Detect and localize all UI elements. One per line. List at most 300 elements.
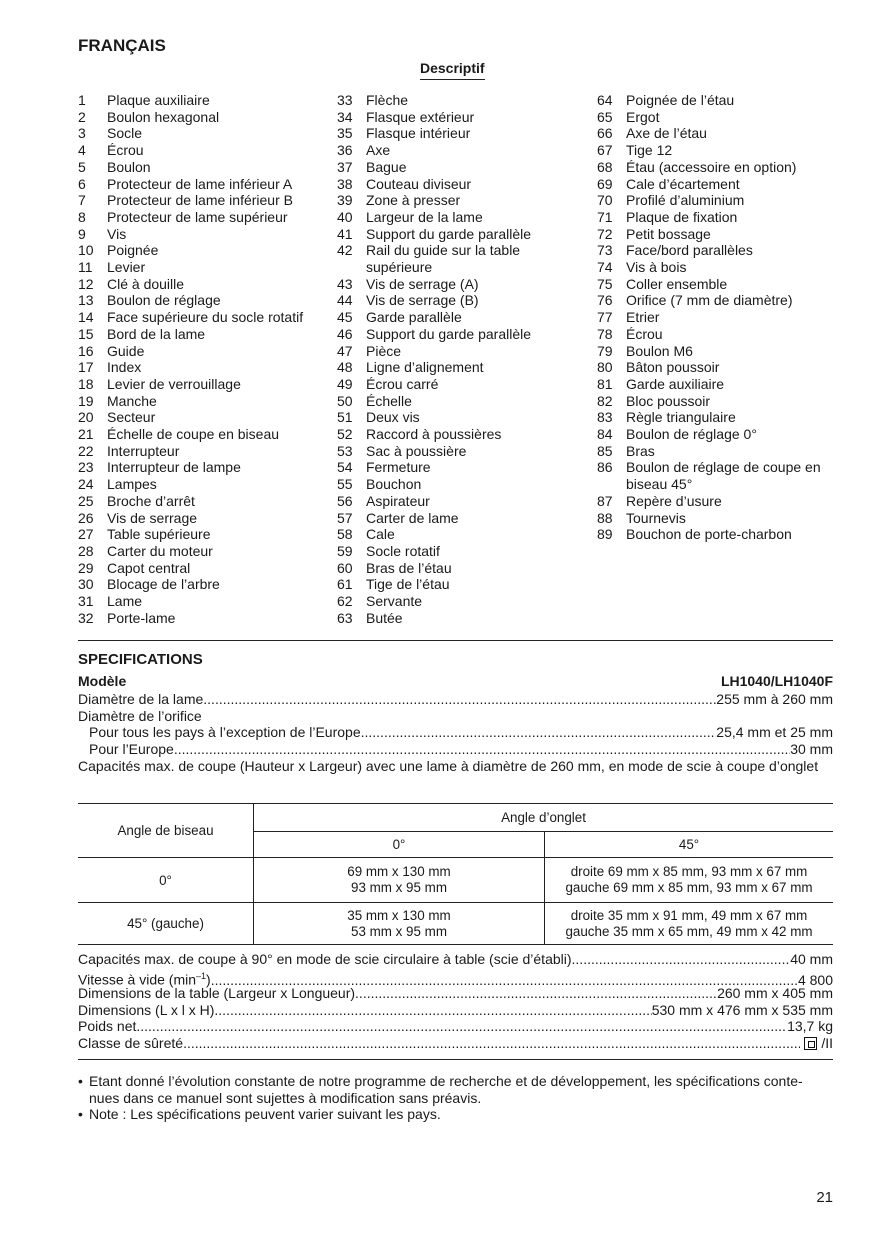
spec-value: 255 mm à 260 mm: [716, 691, 833, 707]
part-item: [337, 443, 587, 460]
part-item: [597, 343, 842, 360]
part-number: 19: [78, 392, 94, 409]
part-number: 10: [78, 242, 94, 259]
part-number: 57: [337, 509, 353, 526]
part-item: [597, 526, 842, 543]
cell-line: 35 mm x 130 mm: [347, 907, 451, 923]
part-label: Profilé d’aluminium: [626, 192, 745, 209]
part-label: Vis de serrage (A): [366, 275, 479, 292]
part-number: 67: [597, 142, 613, 159]
part-label: Carter du moteur: [107, 542, 213, 559]
part-number: 50: [337, 392, 353, 409]
spec-value: 25,4 mm et 25 mm: [716, 724, 833, 740]
part-number: 20: [78, 409, 94, 426]
part-label: Tournevis: [626, 509, 686, 526]
part-item: [337, 309, 587, 326]
table-row: [78, 903, 833, 945]
part-number: 24: [78, 476, 94, 493]
part-item: [78, 459, 328, 476]
part-label: Face supérieure du socle rotatif: [107, 309, 304, 326]
part-label: Couteau diviseur: [366, 175, 472, 192]
part-label: Protecteur de lame inférieur B: [107, 192, 293, 209]
part-label: Tige 12: [626, 142, 673, 159]
part-number: 27: [78, 526, 94, 543]
part-label: Axe: [366, 142, 391, 159]
part-label: Petit bossage: [626, 225, 711, 242]
spec-label: Dimensions de la table (Largeur x Longueur): [78, 985, 356, 1001]
part-number: 81: [597, 375, 613, 392]
divider: [78, 640, 833, 641]
part-number: 58: [337, 526, 353, 543]
spec-label: Diamètre de la lame: [78, 691, 204, 707]
part-label: Vis de serrage: [107, 509, 198, 526]
cell-line: droite 35 mm x 91 mm, 49 mm x 67 mm: [570, 907, 808, 923]
part-label: Ergot: [626, 108, 660, 125]
part-label: Bouchon de porte-charbon: [626, 526, 792, 543]
part-label: Table supérieure: [107, 526, 211, 543]
part-label: Garde auxiliaire: [626, 375, 725, 392]
part-label: Lampes: [107, 476, 157, 493]
part-item: [78, 309, 328, 326]
part-number: 1: [78, 92, 86, 108]
part-label-continued: supérieure: [366, 259, 433, 276]
part-item: [597, 209, 842, 226]
part-number: 33: [337, 92, 353, 108]
part-number: 79: [597, 342, 613, 359]
part-item: [597, 259, 842, 276]
part-label: Interrupteur: [107, 442, 180, 459]
part-label: Poignée de l’étau: [626, 92, 735, 108]
note-item: • Etant donné l’évolution constante de notre programme de recherche et de développement, les spécifications conte- nues dans ce manuel sont sujettes à modification sans préavis.: [78, 1073, 803, 1106]
cell-line: gauche 69 mm x 85 mm, 93 mm x 67 mm: [565, 880, 813, 895]
part-item: [337, 493, 587, 510]
spec-value: 260 mm x 405 mm: [717, 985, 833, 1001]
part-number: 52: [337, 426, 353, 443]
part-item: [597, 376, 842, 393]
model-label: Modèle: [78, 673, 127, 689]
part-item: [337, 109, 587, 126]
part-label: Socle rotatif: [366, 542, 440, 559]
part-item: [78, 209, 328, 226]
part-label-continued: biseau 45°: [626, 476, 693, 493]
part-number: 40: [337, 208, 353, 225]
part-number: 28: [78, 542, 94, 559]
speed-label: Vitesse à vide (min: [78, 971, 197, 988]
part-label: Rail du guide sur la table: [366, 242, 521, 259]
part-number: 44: [337, 292, 353, 309]
part-label: Bouchon: [366, 476, 422, 493]
part-item: [597, 159, 842, 176]
part-number: 73: [597, 242, 613, 259]
cut-0-cell: [254, 903, 545, 945]
part-label: Capot central: [107, 559, 191, 576]
note-line: Etant donné l’évolution constante de notre programme de recherche et de développement, les spécifications conte-: [89, 1073, 803, 1089]
part-item: [78, 376, 328, 393]
table-row: [78, 858, 833, 903]
part-item: [78, 359, 328, 376]
part-item: [597, 309, 842, 326]
part-number: 66: [597, 125, 613, 142]
part-number: 6: [78, 175, 86, 192]
part-label: Garde parallèle: [366, 309, 462, 326]
part-item: [337, 209, 587, 226]
part-item: [337, 142, 587, 159]
part-number: 55: [337, 476, 353, 493]
part-item-continuation: [597, 476, 842, 493]
part-number: 23: [78, 459, 94, 476]
spec-table-dimensions: [78, 985, 833, 1002]
spec-blade-diameter: [78, 691, 833, 708]
part-label: Ligne d’alignement: [366, 359, 484, 376]
bevel-cell: 45° (gauche): [78, 903, 254, 945]
part-label: Échelle: [366, 392, 412, 409]
part-number: 37: [337, 158, 353, 175]
part-number: 54: [337, 459, 353, 476]
part-item: [337, 226, 587, 243]
part-item: [597, 292, 842, 309]
part-item: [78, 443, 328, 460]
part-number: 82: [597, 392, 613, 409]
part-label: Guide: [107, 342, 145, 359]
part-number: 11: [78, 259, 93, 276]
part-label: Plaque auxiliaire: [107, 92, 210, 108]
part-item: [337, 426, 587, 443]
part-label: Protecteur de lame supérieur: [107, 208, 288, 225]
note-line: nues dans ce manuel sont sujettes à modification sans préavis.: [89, 1089, 482, 1106]
part-number: 46: [337, 325, 353, 342]
part-label: Aspirateur: [366, 492, 430, 509]
part-number: 59: [337, 542, 353, 559]
part-item: [597, 125, 842, 142]
note-text: [89, 1073, 803, 1106]
part-item: [78, 593, 328, 610]
part-item: [337, 560, 587, 577]
part-number: 35: [337, 125, 353, 142]
part-label: Bord de la lame: [107, 325, 206, 342]
part-number: 8: [78, 208, 86, 225]
part-number: 22: [78, 442, 94, 459]
part-item: [78, 493, 328, 510]
part-item: [337, 409, 587, 426]
part-label: Boulon de réglage: [107, 292, 221, 309]
part-number: 60: [337, 559, 353, 576]
spec-value: 40 mm: [790, 951, 833, 967]
part-number: 74: [597, 259, 613, 276]
divider: [78, 1059, 833, 1060]
spec-bore-europe: [89, 741, 833, 758]
bevel-angle-header: Angle de biseau: [78, 804, 254, 858]
spec-value: 13,7 kg: [787, 1018, 833, 1034]
part-item: [78, 276, 328, 293]
miter-angle-header: Angle d’onglet: [254, 804, 834, 832]
part-label: Sac à poussière: [366, 442, 467, 459]
part-item: [78, 159, 328, 176]
part-item: [337, 343, 587, 360]
spec-safety-class: [78, 1035, 833, 1052]
cut-45-cell: [545, 903, 834, 945]
spec-label: Capacités max. de coupe à 90° en mode de scie circulaire à table (scie d’établi): [78, 951, 572, 967]
spec-value: 30 mm: [790, 741, 833, 757]
part-label: Boulon: [107, 158, 151, 175]
part-item: [337, 393, 587, 410]
part-item: [597, 276, 842, 293]
part-label: Socle: [107, 125, 143, 142]
part-number: 18: [78, 375, 94, 392]
part-label: Porte-lame: [107, 609, 176, 626]
part-item: [78, 109, 328, 126]
parts-list-col1: [78, 92, 328, 627]
part-label: Manche: [107, 392, 157, 409]
part-item: [78, 543, 328, 560]
part-item-continuation: [337, 259, 587, 276]
part-label: Support du garde parallèle: [366, 325, 532, 342]
part-number: 29: [78, 559, 94, 576]
part-label: Butée: [366, 609, 403, 626]
part-label: Raccord à poussières: [366, 426, 502, 443]
part-number: 64: [597, 92, 613, 108]
part-label: Tige de l’étau: [366, 576, 450, 593]
spec-label: Pour l’Europe: [89, 741, 174, 757]
spec-bore-non-europe: [89, 724, 833, 741]
part-label: Deux vis: [366, 409, 420, 426]
part-label: Échelle de coupe en biseau: [107, 426, 280, 443]
part-item: [337, 510, 587, 527]
part-number: 49: [337, 375, 353, 392]
part-number: 47: [337, 342, 353, 359]
part-item: [597, 359, 842, 376]
cell-line: droite 69 mm x 85 mm, 93 mm x 67 mm: [570, 864, 808, 879]
part-label: Pièce: [366, 342, 402, 359]
part-item: [337, 176, 587, 193]
part-label: Etrier: [626, 309, 660, 326]
part-item: [337, 359, 587, 376]
part-item: [78, 560, 328, 577]
cell-line: 69 mm x 130 mm: [347, 864, 451, 879]
bevel-cell: 0°: [78, 858, 254, 903]
part-label: Fermeture: [366, 459, 431, 476]
part-item: [78, 92, 328, 109]
part-number: 41: [337, 225, 353, 242]
part-item: [597, 242, 842, 259]
part-number: 42: [337, 242, 353, 259]
part-label: Levier: [107, 259, 146, 276]
part-label: Flasque extérieur: [366, 108, 475, 125]
part-item: [78, 192, 328, 209]
part-item: [597, 226, 842, 243]
part-item: [78, 526, 328, 543]
cell-line: gauche 35 mm x 65 mm, 49 mm x 42 mm: [565, 923, 813, 939]
part-item: [337, 459, 587, 476]
model-value: LH1040/LH1040F: [720, 673, 833, 689]
part-item: [78, 142, 328, 159]
spec-table-saw-capacity: [78, 951, 833, 968]
spec-value: 4 800: [797, 971, 833, 988]
part-number: 45: [337, 309, 353, 326]
part-number: 89: [597, 526, 613, 543]
section-title: FRANÇAIS: [78, 36, 166, 55]
part-item: [597, 92, 842, 109]
spec-value: [800, 1035, 833, 1052]
part-number: 53: [337, 442, 353, 459]
part-label: Index: [107, 359, 142, 376]
part-number: 31: [78, 593, 94, 610]
part-number: 15: [78, 325, 94, 342]
part-item: [337, 576, 587, 593]
part-number: 4: [78, 142, 86, 159]
part-number: 56: [337, 492, 353, 509]
part-number: 80: [597, 359, 613, 376]
spec-label: Poids net: [78, 1018, 137, 1034]
part-item: [597, 459, 842, 476]
model-row: [78, 673, 833, 689]
part-label: Servante: [366, 593, 423, 610]
part-number: 25: [78, 492, 94, 509]
part-number: 48: [337, 359, 353, 376]
part-number: 72: [597, 225, 613, 242]
part-label: Lame: [107, 593, 143, 610]
part-item: [597, 109, 842, 126]
part-item: [337, 610, 587, 627]
part-number: 86: [597, 459, 613, 476]
part-number: 38: [337, 175, 353, 192]
part-number: 63: [337, 609, 353, 626]
part-number: 62: [337, 593, 353, 610]
part-item: [337, 242, 587, 259]
part-number: 2: [78, 108, 86, 125]
part-item: [337, 376, 587, 393]
part-label: Cale d’écartement: [626, 175, 740, 192]
part-label: Bras de l’étau: [366, 559, 452, 576]
spec-value: 530 mm x 476 mm x 535 mm: [651, 1002, 833, 1018]
note-item: • Note : Les spécifications peuvent varier suivant les pays.: [78, 1106, 441, 1122]
part-item: [78, 426, 328, 443]
part-number: 32: [78, 609, 94, 626]
part-label: Plaque de fixation: [626, 208, 738, 225]
part-number: 75: [597, 275, 613, 292]
part-number: 26: [78, 509, 94, 526]
part-number: 69: [597, 175, 613, 192]
part-item: [337, 543, 587, 560]
part-label: Levier de verrouillage: [107, 375, 241, 392]
part-label: Axe de l’étau: [626, 125, 707, 142]
part-item: [78, 610, 328, 627]
part-item: [78, 576, 328, 593]
part-item: [597, 409, 842, 426]
part-item: [78, 242, 328, 259]
part-number: 13: [78, 292, 94, 309]
safety-class-value: /II: [821, 1035, 833, 1051]
part-number: 9: [78, 225, 86, 242]
part-number: 70: [597, 192, 613, 209]
part-number: 43: [337, 275, 353, 292]
miter-45-header: 45°: [678, 837, 700, 852]
part-number: 84: [597, 426, 613, 443]
part-number: 61: [337, 576, 353, 593]
part-label: Écrou: [626, 325, 663, 342]
speed-label-end: ): [206, 971, 211, 988]
part-label: Cale: [366, 526, 395, 543]
part-label: Largeur de la lame: [366, 208, 483, 225]
part-label: Écrou carré: [366, 375, 439, 392]
part-label: Boulon M6: [626, 342, 693, 359]
double-insulation-icon: [804, 1037, 817, 1050]
part-item: [337, 192, 587, 209]
part-number: 65: [597, 108, 613, 125]
part-number: 77: [597, 309, 613, 326]
note-text: Note : Les spécifications peuvent varier suivant les pays.: [89, 1106, 441, 1122]
part-item: [78, 326, 328, 343]
part-label: Vis: [107, 225, 127, 242]
part-label: Broche d’arrêt: [107, 492, 195, 509]
speed-unit-sup: –1: [196, 971, 207, 981]
part-label: Blocage de l’arbre: [107, 576, 220, 593]
part-label: Protecteur de lame inférieur A: [107, 175, 293, 192]
part-item: [597, 176, 842, 193]
part-item: [337, 526, 587, 543]
part-item: [597, 493, 842, 510]
miter-0-header: 0°: [254, 832, 545, 858]
part-label: Face/bord parallèles: [626, 242, 753, 259]
part-item: [78, 409, 328, 426]
part-number: 88: [597, 509, 613, 526]
part-number: 30: [78, 576, 94, 593]
part-label: Bague: [366, 158, 407, 175]
part-item: [337, 276, 587, 293]
part-item: [597, 443, 842, 460]
part-number: 5: [78, 158, 86, 175]
part-number: 76: [597, 292, 613, 309]
part-label: Boulon de réglage 0°: [626, 426, 757, 443]
part-label: Bloc poussoir: [626, 392, 711, 409]
part-item: [337, 125, 587, 142]
part-number: 68: [597, 158, 613, 175]
part-item: [78, 259, 328, 276]
part-item: [78, 343, 328, 360]
part-label: Coller ensemble: [626, 275, 728, 292]
part-label: Boulon de réglage de coupe en: [626, 459, 821, 476]
part-number: 34: [337, 108, 353, 125]
part-label: Orifice (7 mm de diamètre): [626, 292, 793, 309]
part-number: 3: [78, 125, 86, 142]
specs-title: SPECIFICATIONS: [78, 651, 203, 668]
page-number: 21: [816, 1189, 833, 1206]
descriptif-title: Descriptif: [420, 60, 485, 80]
part-item: [78, 510, 328, 527]
part-number: 51: [337, 409, 353, 426]
part-number: 14: [78, 309, 94, 326]
part-number: 85: [597, 442, 613, 459]
part-item: [337, 92, 587, 109]
part-label: Règle triangulaire: [626, 409, 736, 426]
part-item: [78, 176, 328, 193]
part-label: Flasque intérieur: [366, 125, 471, 142]
part-label: Secteur: [107, 409, 156, 426]
part-item: [597, 192, 842, 209]
part-number: 36: [337, 142, 353, 159]
part-label: Interrupteur de lampe: [107, 459, 241, 476]
part-label: Poignée: [107, 242, 159, 259]
part-number: 83: [597, 409, 613, 426]
part-item: [78, 125, 328, 142]
part-label: Support du garde parallèle: [366, 225, 532, 242]
part-label: Clé à douille: [107, 275, 185, 292]
part-item: [597, 426, 842, 443]
part-item: [597, 510, 842, 527]
spec-label: Pour tous les pays à l’exception de l’Europe: [89, 724, 361, 740]
part-number: 16: [78, 342, 94, 359]
part-number: 39: [337, 192, 353, 209]
cut-45-cell: [545, 858, 834, 903]
